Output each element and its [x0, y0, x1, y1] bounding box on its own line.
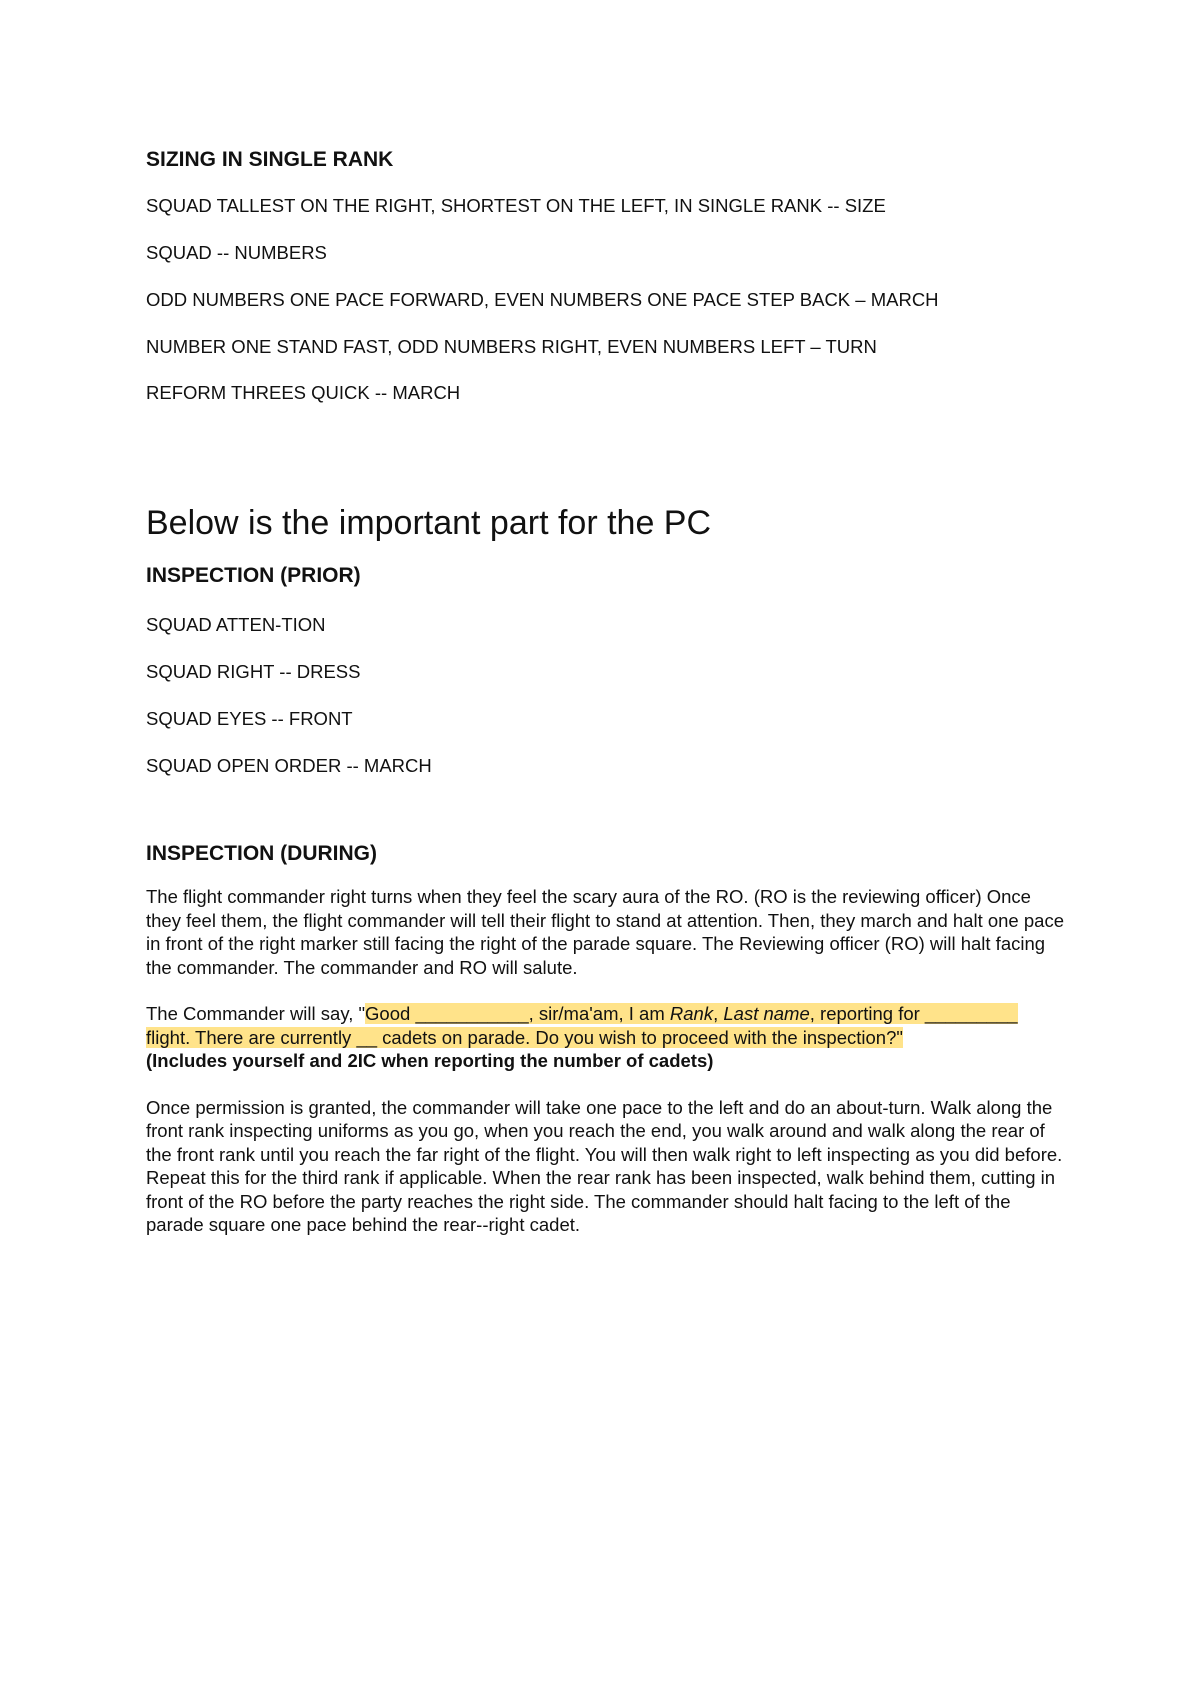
- sizing-command: ODD NUMBERS ONE PACE FORWARD, EVEN NUMBERS ONE PACE STEP BACK – MARCH: [146, 289, 939, 310]
- commander-quote-paragraph: [146, 1002, 1066, 1049]
- quote-intro: The Commander will say, ": [146, 1003, 366, 1024]
- quote-text: Good ___________, sir/ma'am, I am: [365, 1003, 670, 1024]
- sizing-command: SQUAD -- NUMBERS: [146, 242, 327, 263]
- inspection-prior-command: SQUAD ATTEN-TION: [146, 614, 326, 635]
- quote-separator: ,: [713, 1003, 724, 1024]
- important-title: Below is the important part for the PC: [146, 504, 712, 542]
- sizing-command: SQUAD TALLEST ON THE RIGHT, SHORTEST ON THE LEFT, IN SINGLE RANK -- SIZE: [146, 195, 886, 216]
- sizing-command: NUMBER ONE STAND FAST, ODD NUMBERS RIGHT, EVEN NUMBERS LEFT – TURN: [146, 336, 877, 357]
- inspection-prior-command: SQUAD RIGHT -- DRESS: [146, 661, 361, 682]
- inspection-prior-heading: INSPECTION (PRIOR): [146, 564, 361, 587]
- sizing-command: REFORM THREES QUICK -- MARCH: [146, 382, 461, 403]
- document-content: [146, 148, 1066, 1237]
- quote-rank: Rank: [669, 1003, 714, 1024]
- quote-text-end: , reporting for _________ flight. There are currently __ cadets on parade. Do you wish to proceed with the inspection?": [146, 1003, 1018, 1048]
- inspection-paragraph: The flight commander right turns when they feel the scary aura of the RO. (RO is the reviewing officer) Once they feel them, the flight commander will tell their flight to stand at attention. Then, they march and halt one pace in front of the right marker still facing the right of the parade square. The Reviewing officer (RO) will halt facing the commander. The commander and RO will salute.: [146, 886, 1064, 978]
- quote-lastname: Last name: [723, 1003, 810, 1024]
- inspection-prior-command: SQUAD EYES -- FRONT: [146, 708, 353, 729]
- inspection-prior-command: SQUAD OPEN ORDER -- MARCH: [146, 755, 432, 776]
- sizing-heading: SIZING IN SINGLE RANK: [146, 148, 394, 171]
- cadet-count-note: (Includes yourself and 2IC when reporting the number of cadets): [146, 1050, 714, 1071]
- inspection-paragraph: Once permission is granted, the commander will take one pace to the left and do an about-turn. Walk along the front rank inspecting uniforms as you go, when you reach the end, you walk around and walk along the rear of the front rank until you reach the far right of the flight. You will then walk right to left inspecting as you did before. Repeat this for the third rank if applicable. When the rear rank has been inspected, walk behind them, cutting in front of the RO before the party reaches the right side. The commander should halt facing to the left of the parade square one pace behind the rear--right cadet.: [146, 1096, 1063, 1235]
- inspection-during-heading: INSPECTION (DURING): [146, 842, 377, 865]
